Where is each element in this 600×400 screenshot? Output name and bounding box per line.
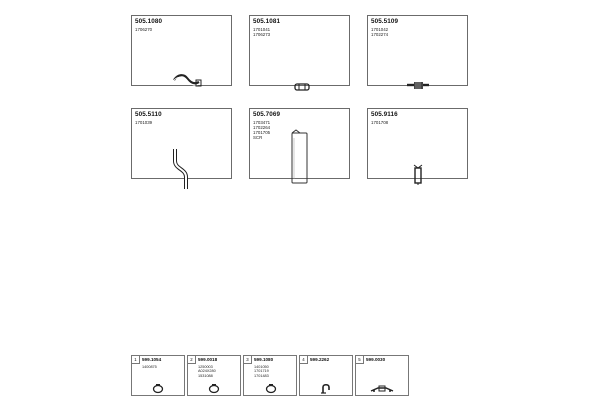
oem-reference: 1250003 A024X280 1531088 [198, 365, 216, 378]
part-number: 599.0030 [366, 357, 386, 362]
item-number: 3 [244, 356, 252, 364]
hanger-bracket-icon [370, 385, 394, 394]
oem-reference: 1401050 1701719 1701483 [254, 365, 269, 378]
part-number: 505.1080 [135, 18, 163, 25]
oem-reference: 1703471 [253, 120, 271, 125]
product-card[interactable] [131, 108, 232, 179]
item-number: 2 [188, 356, 196, 364]
clamp-ring-icon [265, 384, 277, 394]
exhaust-pipe-bend-icon [172, 72, 202, 88]
accessory-card[interactable] [243, 355, 297, 396]
part-number: 599.1080 [254, 357, 274, 362]
oem-reference: 1706273 [253, 32, 271, 37]
oem-reference: 1702274 [371, 32, 389, 37]
part-number: 505.5110 [135, 111, 162, 118]
oem-reference: 1701039 [135, 120, 153, 125]
tailpipe-icon [411, 164, 425, 186]
pipe-clamp-coupling-icon [294, 82, 310, 92]
product-card[interactable] [249, 108, 350, 179]
part-number: 599.2262 [310, 357, 330, 362]
part-number: 505.1081 [253, 18, 281, 25]
oem-reference: 1702264 [253, 125, 271, 130]
oem-reference: 1701708 [371, 120, 389, 125]
part-number: 505.5109 [371, 18, 399, 25]
part-number: 505.9116 [371, 111, 398, 118]
accessory-card[interactable] [131, 355, 185, 396]
oem-reference: 1400875 [142, 365, 157, 369]
accessory-card[interactable] [299, 355, 353, 396]
muffler-icon [288, 129, 310, 187]
clamp-ring-icon [208, 384, 220, 394]
part-number: 599.0018 [198, 357, 218, 362]
part-number: 599.1054 [142, 357, 162, 362]
product-card[interactable] [367, 108, 468, 179]
accessory-strip [131, 355, 412, 397]
oem-reference: 1701705 [253, 130, 271, 135]
item-number: 4 [300, 356, 308, 364]
exhaust-pipe-s-bend-icon [170, 147, 192, 192]
flex-pipe-icon [405, 79, 431, 92]
item-number: 5 [356, 356, 364, 364]
oem-reference: 1701041 [253, 27, 271, 32]
product-card[interactable] [249, 15, 350, 86]
accessory-card[interactable] [187, 355, 241, 396]
product-card[interactable] [131, 15, 232, 86]
part-number: 505.7069 [253, 111, 281, 118]
clamp-ring-icon [152, 384, 164, 394]
oem-reference: 1701042 [371, 27, 389, 32]
accessory-card[interactable] [355, 355, 409, 396]
product-card[interactable] [367, 15, 468, 86]
item-number: 1 [132, 356, 140, 364]
mounting-bracket-icon [320, 383, 332, 395]
oem-reference: SCR [253, 135, 263, 140]
oem-reference: 1706270 [135, 27, 153, 32]
